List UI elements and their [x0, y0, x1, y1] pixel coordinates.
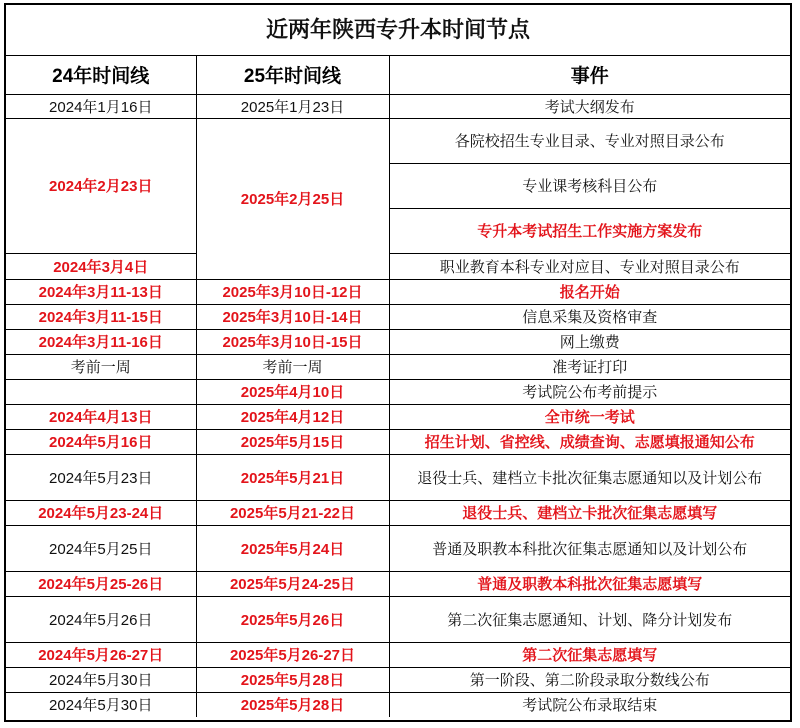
date-2025-cell: 2025年5月26-27日 [196, 642, 389, 667]
event-cell: 报名开始 [389, 279, 790, 304]
table-row [6, 354, 790, 379]
date-2025-cell: 2025年5月15日 [196, 429, 389, 454]
event-cell: 第二次征集志愿通知、计划、降分计划发布 [389, 596, 790, 642]
date-2024-cell: 2024年5月25日 [6, 525, 196, 571]
event-cell: 专业课考核科目公布 [389, 163, 790, 208]
date-2024-cell: 2024年5月26日 [6, 596, 196, 642]
table-row [6, 94, 790, 118]
event-cell: 考试院公布录取结束 [389, 692, 790, 717]
table-row [6, 429, 790, 454]
event-cell: 招生计划、省控线、成绩查询、志愿填报通知公布 [389, 429, 790, 454]
timeline-body [6, 94, 790, 717]
table-row [6, 279, 790, 304]
table-row [6, 118, 790, 163]
date-2024-cell: 2024年5月30日 [6, 692, 196, 717]
date-2024-cell: 2024年4月13日 [6, 404, 196, 429]
date-2024-cell: 2024年5月23-24日 [6, 500, 196, 525]
header-event: 事件 [389, 56, 790, 94]
table-row [6, 525, 790, 571]
date-2025-cell: 2025年4月10日 [196, 379, 389, 404]
date-2025-cell: 2025年5月26日 [196, 596, 389, 642]
date-2025-cell: 2025年5月21日 [196, 454, 389, 500]
event-cell: 专升本考试招生工作实施方案发布 [389, 208, 790, 253]
event-cell: 退役士兵、建档立卡批次征集志愿填写 [389, 500, 790, 525]
date-2024-cell: 考前一周 [6, 354, 196, 379]
date-2025-cell: 2025年1月23日 [196, 94, 389, 118]
date-2025-cell: 2025年5月24-25日 [196, 571, 389, 596]
date-2025-cell: 2025年5月24日 [196, 525, 389, 571]
event-cell: 考试院公布考前提示 [389, 379, 790, 404]
date-2024-cell: 2024年5月26-27日 [6, 642, 196, 667]
table-row [6, 500, 790, 525]
date-2024-cell [6, 379, 196, 404]
event-cell: 考试大纲发布 [389, 94, 790, 118]
date-2024-cell: 2024年5月16日 [6, 429, 196, 454]
date-2024-cell: 2024年3月11-15日 [6, 304, 196, 329]
table-row [6, 667, 790, 692]
date-2024-cell: 2024年1月16日 [6, 94, 196, 118]
table-row [6, 596, 790, 642]
table-row [6, 329, 790, 354]
table-row [6, 454, 790, 500]
date-2025-cell: 2025年3月10日-12日 [196, 279, 389, 304]
date-2024-cell: 2024年2月23日 [6, 118, 196, 253]
event-cell: 准考证打印 [389, 354, 790, 379]
timeline-table [6, 56, 790, 717]
table-row [6, 692, 790, 717]
date-2025-cell: 2025年3月10日-15日 [196, 329, 389, 354]
schedule-sheet [4, 3, 792, 722]
date-2025-cell: 2025年3月10日-14日 [196, 304, 389, 329]
event-cell: 信息采集及资格审查 [389, 304, 790, 329]
event-cell: 第一阶段、第二阶段录取分数线公布 [389, 667, 790, 692]
date-2025-cell: 2025年5月28日 [196, 692, 389, 717]
date-2024-cell: 2024年3月11-13日 [6, 279, 196, 304]
event-cell: 普通及职教本科批次征集志愿填写 [389, 571, 790, 596]
event-cell: 职业教育本科专业对应目、专业对照目录公布 [389, 253, 790, 279]
event-cell: 网上缴费 [389, 329, 790, 354]
event-cell: 第二次征集志愿填写 [389, 642, 790, 667]
event-cell: 退役士兵、建档立卡批次征集志愿通知以及计划公布 [389, 454, 790, 500]
event-cell: 各院校招生专业目录、专业对照目录公布 [389, 118, 790, 163]
header-row [6, 56, 790, 94]
table-row [6, 404, 790, 429]
table-row [6, 379, 790, 404]
date-2025-cell: 2025年2月25日 [196, 118, 389, 279]
table-row [6, 642, 790, 667]
header-2025: 25年时间线 [196, 56, 389, 94]
page-title: 近两年陕西专升本时间节点 [6, 5, 790, 56]
date-2025-cell: 考前一周 [196, 354, 389, 379]
header-2024: 24年时间线 [6, 56, 196, 94]
date-2024-cell: 2024年5月30日 [6, 667, 196, 692]
table-row [6, 571, 790, 596]
date-2024-cell: 2024年5月25-26日 [6, 571, 196, 596]
table-row [6, 253, 790, 279]
date-2025-cell: 2025年4月12日 [196, 404, 389, 429]
date-2024-cell: 2024年3月4日 [6, 253, 196, 279]
date-2025-cell: 2025年5月28日 [196, 667, 389, 692]
date-2025-cell: 2025年5月21-22日 [196, 500, 389, 525]
date-2024-cell: 2024年3月11-16日 [6, 329, 196, 354]
event-cell: 全市统一考试 [389, 404, 790, 429]
event-cell: 普通及职教本科批次征集志愿通知以及计划公布 [389, 525, 790, 571]
table-row [6, 304, 790, 329]
date-2024-cell: 2024年5月23日 [6, 454, 196, 500]
